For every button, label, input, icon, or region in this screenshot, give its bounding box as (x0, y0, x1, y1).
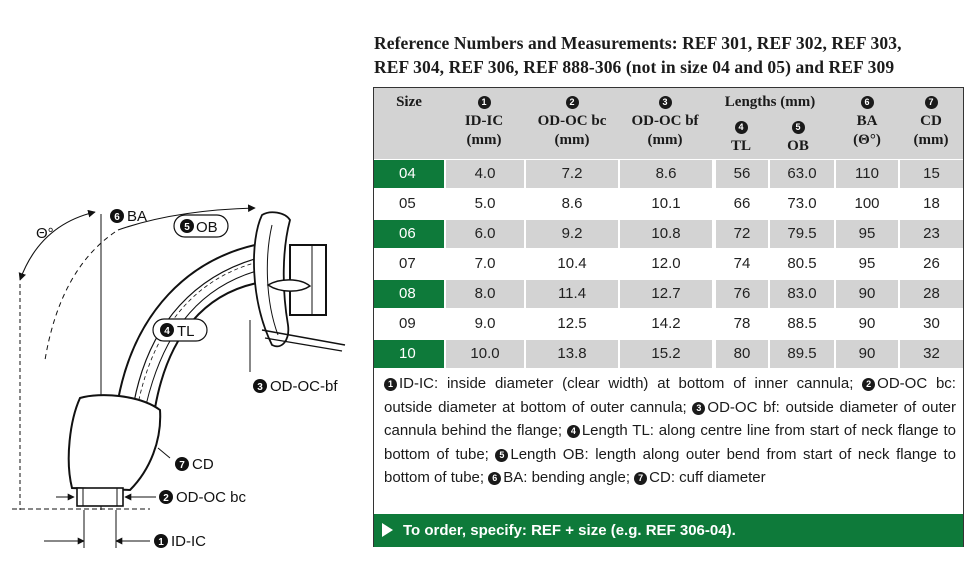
cell-tl: 66 (733, 195, 751, 212)
cell-cd: 28 (900, 280, 963, 308)
od-oc-bf-label (253, 378, 338, 395)
svg-text:OD-OC-bf: OD-OC-bf (270, 378, 338, 395)
svg-text:7: 7 (179, 460, 185, 471)
neck-flange (254, 212, 290, 346)
od-oc-bc-label (159, 489, 247, 506)
svg-text:5: 5 (184, 222, 190, 233)
tl-label (153, 319, 207, 341)
cell-od-oc-bf: 15.2 (620, 340, 712, 368)
header-size: Size (396, 94, 422, 110)
cell-cd: 15 (900, 160, 963, 188)
table-row (374, 189, 963, 219)
cell-id-ic: 4.0 (446, 160, 524, 188)
cd-label (175, 456, 214, 473)
svg-text:1: 1 (158, 537, 164, 548)
table-row (374, 279, 963, 309)
cell-cd: 30 (923, 315, 940, 332)
ob-label (174, 215, 228, 237)
cell-od-oc-bc: 9.2 (526, 220, 618, 248)
id-ic-label (154, 533, 206, 550)
cell-tl: 80 (716, 340, 768, 368)
tracheostomy-tube-diagram (0, 180, 370, 560)
order-banner (374, 514, 963, 547)
cell-id-ic: 10.0 (446, 340, 524, 368)
header-id-ic: 1 ID-IC (mm) (464, 97, 504, 148)
order-text: To order, specify: REF + size (e.g. REF 306-04). (403, 522, 736, 539)
cell-od-oc-bc: 10.4 (557, 255, 587, 272)
cell-size: 08 (374, 280, 444, 308)
svg-text:BA: BA (127, 208, 148, 225)
header-cd: 7 CD (mm) (913, 97, 949, 148)
cell-od-oc-bc: 8.6 (561, 195, 583, 212)
cell-od-oc-bf: 8.6 (620, 160, 712, 188)
title-line-2: REF 304, REF 306, REF 888-306 (not in size 04 and 05) and REF 309 (374, 57, 895, 77)
cell-od-oc-bc: 12.5 (557, 315, 587, 332)
cell-cd: 18 (923, 195, 940, 212)
measurement-panel (373, 87, 964, 547)
cell-ba: 100 (854, 195, 880, 212)
table-row (374, 339, 963, 369)
cell-size: 05 (399, 195, 416, 212)
svg-text:OD-OC bc: OD-OC bc (176, 489, 247, 506)
table-body (374, 159, 963, 369)
tube-tip (77, 488, 123, 506)
svg-text:4: 4 (164, 326, 170, 337)
svg-text:TL: TL (177, 323, 195, 340)
table-row (374, 309, 963, 339)
table-header (374, 88, 963, 159)
cell-tl: 74 (733, 255, 751, 272)
play-arrow-icon (382, 523, 393, 537)
cell-id-ic: 9.0 (474, 315, 496, 332)
header-lengths: Lengths (mm) (724, 94, 816, 110)
svg-text:6: 6 (114, 212, 120, 223)
header-od-oc-bc: 2 OD-OC bc (mm) (537, 97, 607, 148)
cell-ob: 89.5 (770, 340, 834, 368)
cell-size: 07 (399, 255, 416, 272)
cell-cd: 32 (900, 340, 963, 368)
header-tl: 4 TL (730, 122, 751, 154)
cell-id-ic: 8.0 (446, 280, 524, 308)
cell-ob: 79.5 (770, 220, 834, 248)
header-od-oc-bf: 3 OD-OC bf (mm) (631, 97, 699, 148)
cell-od-oc-bf: 14.2 (651, 315, 681, 332)
cell-ob: 63.0 (770, 160, 834, 188)
cell-tl: 56 (716, 160, 768, 188)
svg-text:3: 3 (257, 382, 263, 393)
header-ob: 5 OB (787, 122, 809, 154)
cell-cd: 23 (900, 220, 963, 248)
svg-text:OB: OB (196, 219, 218, 236)
title-line-1: Reference Numbers and Measurements: REF 301, REF 302, REF 303, (374, 33, 902, 53)
legend-notes: 1 ID-IC: inside diameter (clear width) at bottom of inner cannula; 2 OD-OC bc: outside diameter at bottom of outer cannula; 3 OD-OC bf: outside diameter of outer cannula behind the flange; 4 Length TL: along centre line from start of neck flange to bottom of tube; 5 Length OB: length along outer bend from start of neck flange to bottom of tube; 6 BA: bending angle; 7 CD: cuff diameter (384, 375, 956, 486)
svg-text:2: 2 (163, 493, 169, 504)
cell-od-oc-bc: 13.8 (526, 340, 618, 368)
cell-ob: 88.5 (787, 315, 817, 332)
page-title (374, 31, 964, 79)
angle-arc (20, 212, 95, 280)
cell-ba: 90 (836, 340, 898, 368)
header-ba: 6 BA (Θ°) (853, 97, 881, 148)
cell-size: 04 (374, 160, 444, 188)
cell-od-oc-bf: 12.7 (620, 280, 712, 308)
cell-size: 09 (399, 315, 416, 332)
cell-tl: 78 (733, 315, 751, 332)
cell-od-oc-bc: 11.4 (526, 280, 618, 308)
cell-ba: 90 (836, 280, 898, 308)
cell-od-oc-bf: 12.0 (651, 255, 681, 272)
cell-ba: 90 (858, 315, 876, 332)
table-row (374, 249, 963, 279)
cell-ba: 95 (858, 255, 876, 272)
cell-size: 06 (374, 220, 444, 248)
cell-od-oc-bf: 10.8 (620, 220, 712, 248)
cell-id-ic: 6.0 (446, 220, 524, 248)
ba-label (110, 208, 147, 225)
cell-tl: 76 (716, 280, 768, 308)
table-row (374, 219, 963, 249)
table-row (374, 159, 963, 189)
cell-size: 10 (374, 340, 444, 368)
svg-text:CD: CD (192, 456, 214, 473)
svg-text:ID-IC: ID-IC (171, 533, 206, 550)
cell-tl: 72 (716, 220, 768, 248)
cuff (69, 395, 160, 490)
cell-ob: 73.0 (787, 195, 817, 212)
cell-cd: 26 (923, 255, 940, 272)
cell-ob: 80.5 (787, 255, 817, 272)
cell-ob: 83.0 (770, 280, 834, 308)
angle-label: Θ° (36, 225, 54, 242)
cell-ba: 95 (836, 220, 898, 248)
cell-ba: 110 (836, 160, 898, 188)
cell-od-oc-bf: 10.1 (651, 195, 681, 212)
cell-id-ic: 5.0 (474, 195, 496, 212)
cell-id-ic: 7.0 (474, 255, 496, 272)
cell-od-oc-bc: 7.2 (526, 160, 618, 188)
